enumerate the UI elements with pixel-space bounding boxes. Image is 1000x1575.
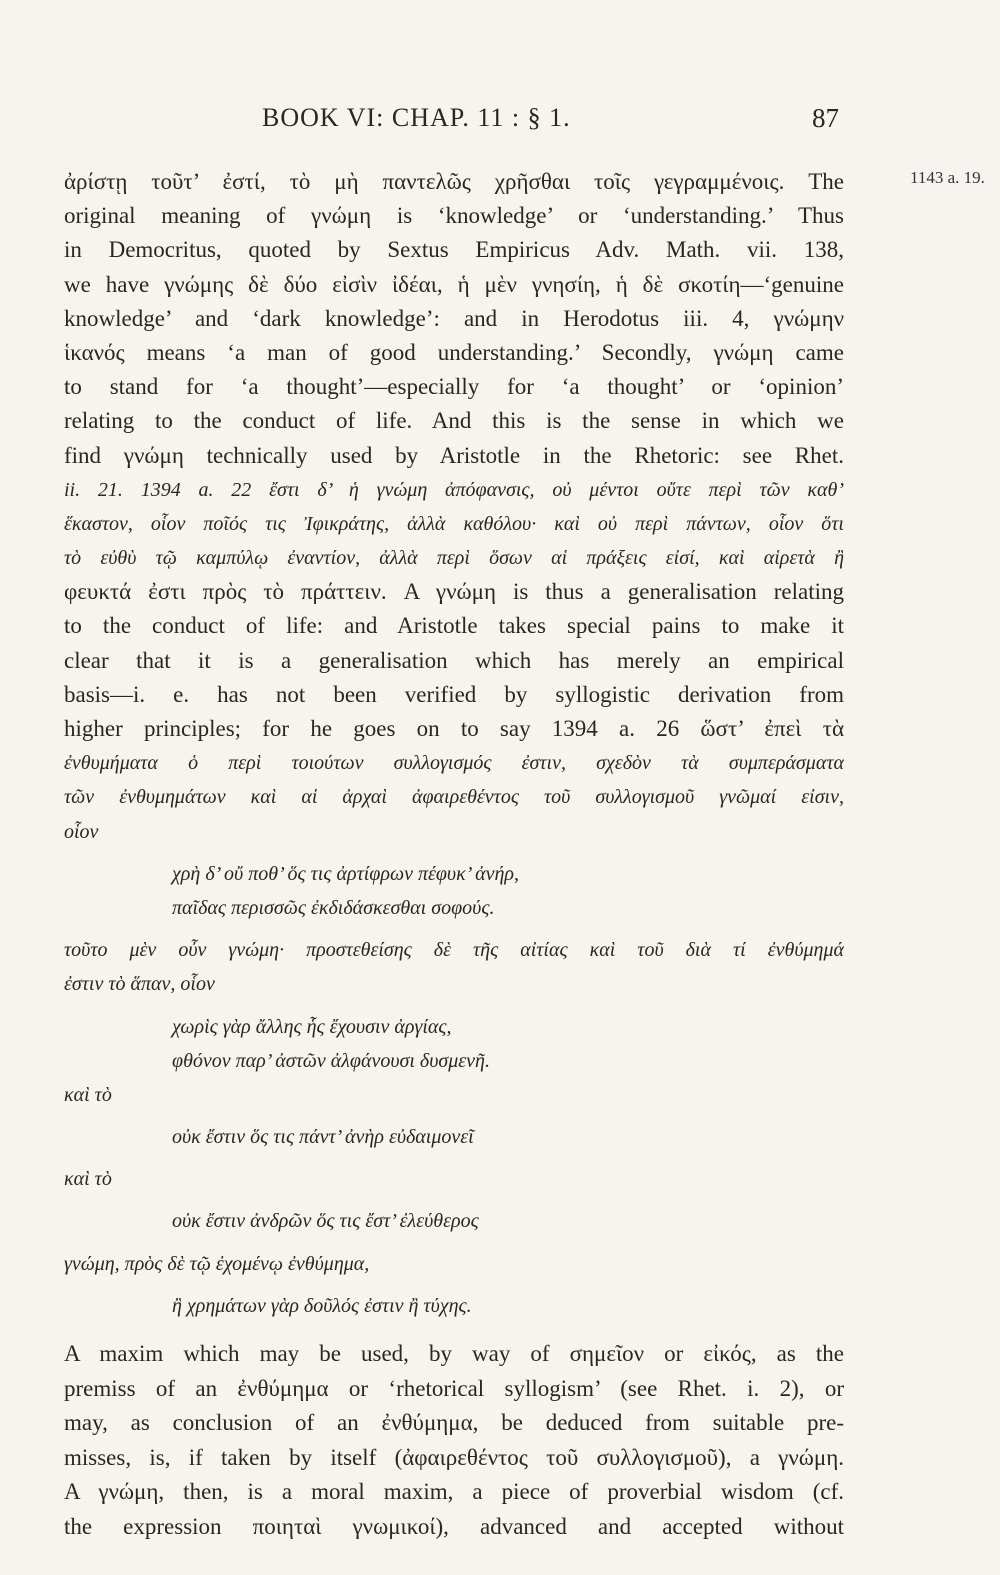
greek-line: τοῦτο μὲν οὖν γνώμη· προστεθείσης δὲ τῆς αἰτίας καὶ τοῦ διὰ τί ἐνθύμημά xyxy=(64,939,844,962)
greek-line: ἐνθυμήματα ὁ περὶ τοιούτων συλλογισμός ἐστιν, σχεδὸν τὰ συμπεράσματα xyxy=(64,752,844,775)
margin-reference: 1143 a. 19. xyxy=(910,168,985,187)
text-line: in Democritus, quoted by Sextus Empiricus Adv. Math. vii. 138, xyxy=(64,237,844,263)
text-line: ἱκανός means ‘a man of good understanding.’ Secondly, γνώμη came xyxy=(64,339,844,365)
text-line: premiss of an ἐνθύμημα or ‘rhetorical syllogism’ (see Rhet. i. 2), or xyxy=(64,1375,844,1401)
paragraph-2 xyxy=(64,1337,844,1544)
text-line: basis—i. e. has not been verified by syllogistic derivation from xyxy=(64,681,844,707)
text-line: may, as conclusion of an ἐνθύμημα, be deduced from suitable pre- xyxy=(64,1410,844,1435)
verse-line: φθόνον παρ’ ἀστῶν ἀλφάνουσι δυσμενῆ. xyxy=(172,1049,490,1072)
text-line: clear that it is a generalisation which has merely an empirical xyxy=(64,647,844,673)
text-line: find γνώμη technically used by Aristotle in the Rhetoric: see Rhet. xyxy=(64,442,844,468)
connector-kai-to: καὶ τὸ xyxy=(64,1168,112,1191)
verse-line: οὐκ ἔστιν ὅς τις πάντ’ ἀνὴρ εὐδαιμονεῖ xyxy=(172,1126,474,1149)
page-number: 87 xyxy=(812,103,839,133)
verse-line: χρὴ δ’ οὔ ποθ’ ὅς τις ἀρτίφρων πέφυκ’ ἀνήρ, xyxy=(172,862,520,885)
text-line: knowledge’ and ‘dark knowledge’: and in Herodotus iii. 4, γνώμην xyxy=(64,305,844,331)
text-line: relating to the conduct of life. And this is the sense in which we xyxy=(64,408,844,434)
page-body xyxy=(64,165,844,1544)
text-line: we have γνώμης δὲ δύο εἰσὶν ἰδέαι, ἡ μὲν γνησίη, ἡ δὲ σκοτίη—‘genuine xyxy=(64,271,844,297)
greek-line: ἐστιν τὸ ἅπαν, οἷον xyxy=(64,973,215,996)
greek-line: τὸ εὐθὺ τῷ καμπύλῳ ἐναντίον, ἀλλὰ περὶ ὅσων αἱ πράξεις εἰσί, καὶ αἱρετὰ ἢ xyxy=(64,547,844,570)
text-line: A γνώμη, then, is a moral maxim, a piece of proverbial wisdom (cf. xyxy=(64,1479,844,1504)
greek-line: ii. 21. 1394 a. 22 ἔστι δ’ ἡ γνώμη ἀπόφανσις, οὐ μέντοι οὔτε περὶ τῶν καθ’ xyxy=(64,478,844,501)
page-header xyxy=(0,103,1000,143)
greek-line: ἕκαστον, οἷον ποῖός τις Ἰφικράτης, ἀλλὰ καθόλου· καὶ οὐ περὶ πάντων, οἷον ὅτι xyxy=(64,512,844,535)
verse-line: χωρὶς γὰρ ἄλλης ἧς ἔχουσιν ἀργίας, xyxy=(172,1015,452,1038)
text-line: the expression ποιηταὶ γνωμικοί), advanced and accepted without xyxy=(64,1513,844,1539)
text-line: A maxim which may be used, by way of σημεῖον or εἰκός, as the xyxy=(64,1341,844,1366)
text-line: misses, is, if taken by itself (ἀφαιρεθέντος τοῦ συλλογισμοῦ), a γνώμη. xyxy=(64,1444,844,1470)
text-line: φευκτά ἐστι πρὸς τὸ πράττειν. A γνώμη is thus a generalisation relating xyxy=(64,579,844,605)
verse-line: παῖδας περισσῶς ἐκδιδάσκεσθαι σοφούς. xyxy=(172,896,495,919)
text-line: to stand for ‘a thought’—especially for ‘a thought’ or ‘opinion’ xyxy=(64,374,844,400)
greek-line: οἷον xyxy=(64,820,99,843)
verse-quote-1 xyxy=(64,857,844,925)
connector-kai-to: καὶ τὸ xyxy=(64,1083,112,1106)
text-line: higher principles; for he goes on to say 1394 a. 26 ὥστ’ ἐπεὶ τὰ xyxy=(64,716,844,741)
paragraph-1 xyxy=(64,165,844,849)
verse-quote-2 xyxy=(64,1010,844,1078)
text-line: original meaning of γνώμη is ‘knowledge’ or ‘understanding.’ Thus xyxy=(64,203,844,229)
prose-greek-line: γνώμη, πρὸς δὲ τῷ ἐχομένῳ ἐνθύμημα, xyxy=(64,1252,370,1275)
verse-line: οὐκ ἔστιν ἀνδρῶν ὅς τις ἔστ’ ἐλεύθερος xyxy=(172,1210,479,1233)
prose-2 xyxy=(64,933,844,1001)
greek-line: τῶν ἐνθυμημάτων καὶ αἱ ἀρχαὶ ἀφαιρεθέντος τοῦ συλλογισμοῦ γνῶμαί εἰσιν, xyxy=(64,786,844,809)
text-line: ἀρίστῃ τοῦτ’ ἐστί, τὸ μὴ παντελῶς χρῆσθαι τοῖς γεγραμμένοις. The xyxy=(64,169,844,194)
verse-line: ἢ χρημάτων γὰρ δοῦλός ἐστιν ἢ τύχης. xyxy=(172,1294,472,1317)
running-head: BOOK VI: CHAP. 11 : § 1. xyxy=(262,103,571,132)
text-line: to the conduct of life: and Aristotle takes special pains to make it xyxy=(64,613,844,639)
